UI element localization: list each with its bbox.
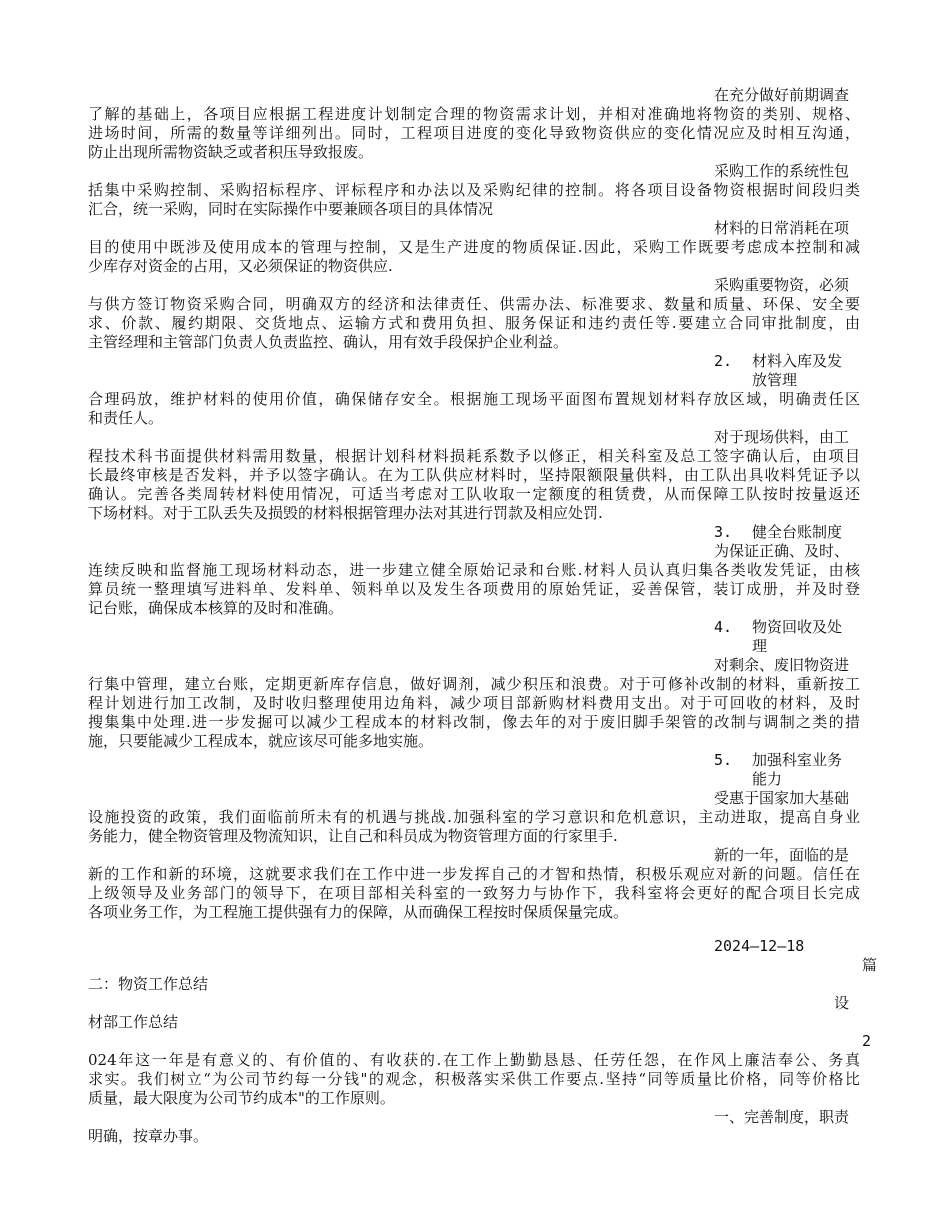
document-date: 2024—12—18 [714, 937, 805, 955]
text-fragment: 2 [862, 1032, 872, 1050]
text-line: 对剩余、废旧物资进 [714, 656, 850, 674]
text-line: 采购重要物资，必须 [714, 276, 850, 294]
text-line: 对于现场供料，由工 [714, 428, 850, 446]
section-number: 4. [714, 618, 733, 636]
text-line: 上级领导及业务部门的领导下，在项目部相关科室的一致努力与协作下，我科室将会更好的配合项目长完成 [88, 884, 860, 902]
section-heading: 材料入库及发 [752, 352, 843, 370]
text-line: 确认。完善各类周转材料使用情况，可适当考虑对工队收取一定额度的租赁费，从而保障工队按时按量返还 [88, 485, 860, 503]
section-heading: 放管理 [752, 371, 798, 389]
text-line: 程计划进行加工改制，及时收归整理使用边角料，减少项目部新购材料费用支出。对于可回收的材料，及时 [88, 694, 860, 712]
text-line: 新的一年，面临的是 [714, 846, 850, 864]
text-line: 搜集集中处理.进一步发掘可以减少工程成本的材料改制，像去年的对于废旧脚手架管的改制与调制之类的措 [88, 713, 860, 731]
text-line: 务能力，健全物资管理及物流知识，让自己和科员成为物资管理方面的行家里手. [88, 827, 618, 845]
text-line: 进场时间，所需的数量等详细列出。同时，工程项目进度的变化导致物资供应的变化情况应及时相互沟通， [88, 124, 860, 142]
text-line: 记台账，确保成本核算的及时和准确。 [88, 599, 344, 617]
text-line: 汇合，统一采购，同时在实际操作中要兼顾各项目的具体情况 [88, 200, 494, 218]
section-number: 3. [714, 523, 733, 541]
text-line: 少库存对资金的占用，又必须保证的物资供应. [88, 257, 393, 275]
text-line: 新的工作和新的环境，这就要求我们在工作中进一步发挥自己的才智和热情，积极乐观应对新的问题。信任在 [88, 865, 860, 883]
text-line: 连续反映和监督施工现场材料动态，进一步建立健全原始记录和台账.材料人员认真归集各类收发凭证，由核 [88, 561, 860, 579]
text-line: 求、价款、履约期限、交货地点、运输方式和费用负担、服务保证和违约责任等.要建立合同审批制度，由 [88, 314, 860, 332]
section-heading: 物资回收及处 [752, 618, 843, 636]
text-line: 算员统一整理填写进料单、发料单、领料单以及发生各项费用的原始凭证，妥善保管，装订成册，并及时登 [88, 580, 860, 598]
section-heading: 加强科室业务 [752, 751, 843, 769]
section-heading: 理 [752, 637, 768, 655]
text-line: 024年这一年是有意义的、有价值的、有收获的.在工作上勤勤恳恳、任劳任怨，在作风上廉洁奉公、务真 [88, 1051, 860, 1069]
text-line: 求实。我们树立“为公司节约每一分钱"的观念，积极落实采供工作要点.坚持“同等质量比价格，同等价格比 [88, 1070, 860, 1088]
text-line: 受惠于国家加大基础 [714, 789, 850, 807]
text-line: 下场材料。对于工队丢失及损毁的材料根据管理办法对其进行罚款及相应处罚. [88, 504, 603, 522]
section-number: 5. [714, 751, 733, 769]
text-line: 在充分做好前期调查 [714, 86, 850, 104]
text-line: 各项业务工作，为工程施工提供强有力的保障，从而确保工程按时保质保量完成。 [88, 903, 629, 921]
text-fragment: 设 [834, 994, 850, 1012]
text-line: 设施投资的政策，我们面临前所未有的机遇与挑战.加强科室的学习意识和危机意识，主动进取，提高自身业 [88, 808, 860, 826]
text-line: 材部工作总结 [88, 1013, 179, 1031]
section-number: 2. [714, 352, 733, 370]
text-line: 明确，按章办事。 [88, 1127, 209, 1145]
text-line: 行集中管理，建立台账，定期更新库存信息，做好调剂，减少积压和浪费。对于可修补改制的材料，重新按工 [88, 675, 860, 693]
text-line: 一、完善制度，职责 [714, 1108, 850, 1126]
text-line: 与供方签订物资采购合同，明确双方的经济和法律责任、供需办法、标准要求、数量和质量、环保、安全要 [88, 295, 860, 313]
text-line: 合理码放，维护材料的使用价值，确保储存安全。根据施工现场平面图布置规划材料存放区域，明确责任区 [88, 390, 860, 408]
text-line: 施，只要能减少工程成本，就应该尽可能多地实施。 [88, 732, 434, 750]
text-fragment: 篇 [862, 956, 878, 974]
text-line: 括集中采购控制、采购招标程序、评标程序和办法以及采购纪律的控制。将各项目设备物资根据时间段归类 [88, 181, 860, 199]
text-line: 主管经理和主管部门负责人负责监控、确认，用有效手段保护企业利益。 [88, 333, 569, 351]
text-line: 长最终审核是否发料，并予以签字确认。在为工队供应材料时，坚持限额限量供料，由工队出具收料凭证予以 [88, 466, 860, 484]
text-line: 采购工作的系统性包 [714, 162, 850, 180]
text-line: 防止出现所需物资缺乏或者积压导致报废。 [88, 143, 374, 161]
text-line: 了解的基础上，各项目应根据工程进度计划制定合理的物资需求计划，并相对准确地将物资的类别、规格、 [88, 105, 860, 123]
text-line: 质量，最大限度为公司节约成本"的工作原则。 [88, 1089, 395, 1107]
section-title: 二：物资工作总结 [88, 975, 209, 993]
section-heading: 健全台账制度 [752, 523, 843, 541]
section-heading: 能力 [752, 770, 783, 788]
text-line: 和责任人。 [88, 409, 164, 427]
text-line: 材料的日常消耗在项 [714, 219, 850, 237]
text-line: 目的使用中既涉及使用成本的管理与控制，又是生产进度的物质保证.因此，采购工作既要考虑成本控制和减 [88, 238, 860, 256]
text-line: 程技术科书面提供材料需用数量，根据计划科材料损耗系数予以修正，相关科室及总工签字确认后，由项目 [88, 447, 860, 465]
text-line: 为保证正确、及时、 [714, 542, 850, 560]
